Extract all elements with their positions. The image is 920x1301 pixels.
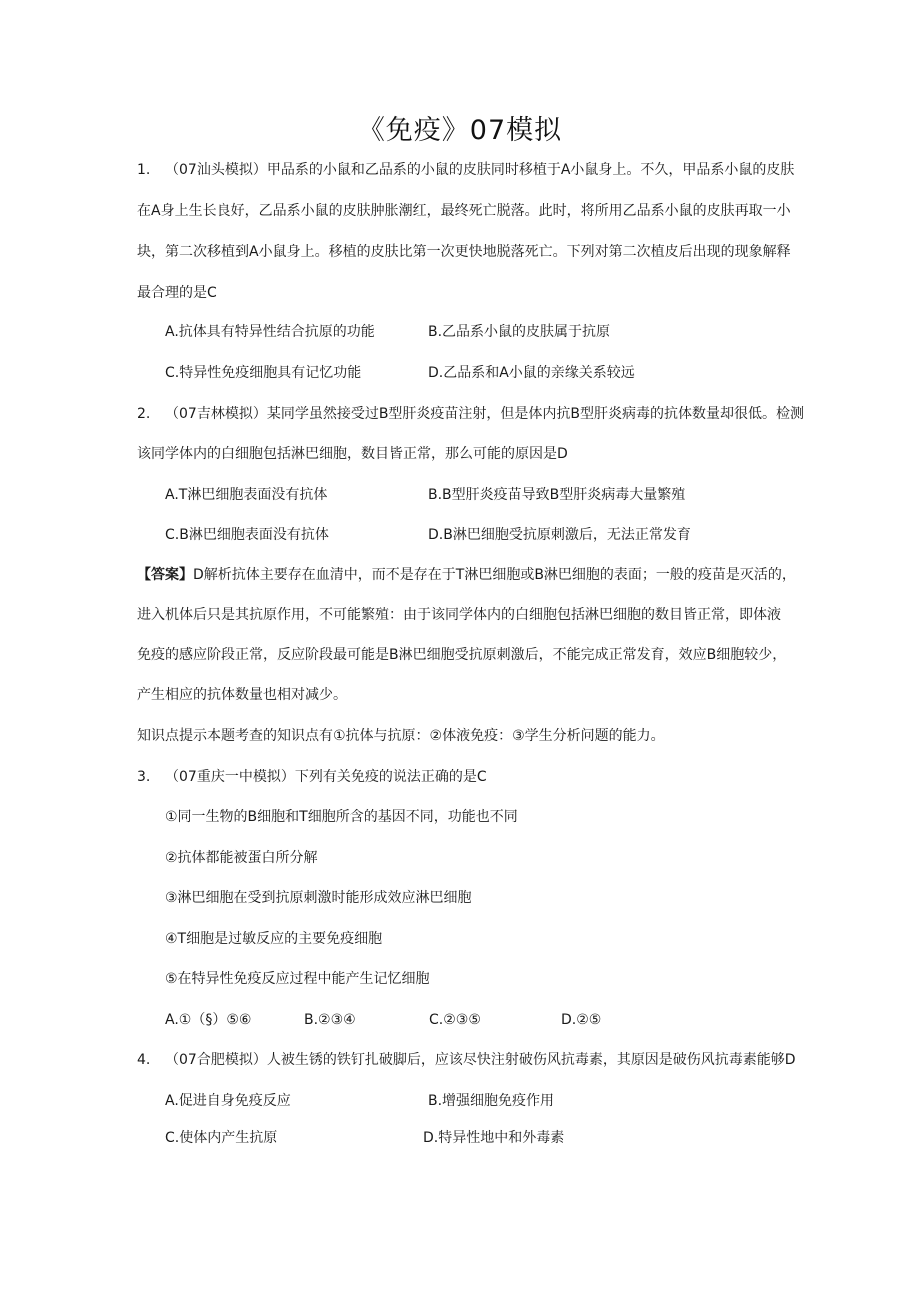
q3-option-c: C.②③⑤ [429,1012,481,1028]
q2-knowledge-tip: 知识点提示本题考查的知识点有①抗体与抗原：②体液免疫：③学生分析问题的能力。 [137,728,665,744]
q4-line-1: （07合肥模拟）人被生锈的铁钉扎破脚后，应该尽快注射破伤风抗毒素，其原因是破伤风抗毒素能够D [165,1052,796,1068]
q2-answer-line-3: 免疫的感应阶段正常，反应阶段最可能是B淋巴细胞受抗原刺激后，不能完成正常发育，效应B细胞较少， [137,647,787,663]
q3-item-4: ④T细胞是过敏反应的主要免疫细胞 [165,931,383,947]
q3-option-b: B.②③④ [304,1012,356,1028]
q3-option-a: A.①（§）⑤⑥ [165,1012,252,1028]
answer-text: D解析抗体主要存在血清中，而不是存在于T淋巴细胞或B淋巴细胞的表面；一般的疫苗是灭活的， [193,567,796,583]
q1-option-d: D.乙品系和A小鼠的亲缘关系较远 [428,365,635,381]
page-title: 《免疫》07模拟 [357,115,563,146]
q4-option-c: C.使体内产生抗原 [165,1130,278,1146]
q4-number: 4. [137,1052,151,1068]
q4-option-d: D.特异性地中和外毒素 [423,1130,565,1146]
q2-answer-line-1 [137,566,796,584]
q2-answer-line-2: 进入机体后只是其抗原作用，不可能繁殖：由于该同学体内的白细胞包括淋巴细胞的数目皆正常，即体液 [137,607,781,623]
q2-option-d: D.B淋巴细胞受抗原刺激后，无法正常发育 [428,527,691,543]
q3-item-3: ③淋巴细胞在受到抗原刺激时能形成效应淋巴细胞 [165,890,472,906]
q2-line-1: （07吉林模拟）某同学虽然接受过B型肝炎疫苗注射，但是体内抗B型肝炎病毒的抗体数量却很低。检测 [165,406,805,422]
q2-option-b: B.B型肝炎疫苗导致B型肝炎病毒大量繁殖 [428,487,686,503]
answer-label: 【答案】 [137,567,193,583]
q3-line-1: （07重庆一中模拟）下列有关免疫的说法正确的是C [165,769,487,785]
q1-line-2: 在A身上生长良好，乙品系小鼠的皮肤肿胀潮红，最终死亡脱落。此时，将所用乙品系小鼠的皮肤再取一小 [137,203,791,219]
q2-option-a: A.T淋巴细胞表面没有抗体 [165,487,328,503]
q1-line-1: （07汕头模拟）甲品系的小鼠和乙品系的小鼠的皮肤同时移植于A小鼠身上。不久，甲品系小鼠的皮肤 [165,162,795,178]
q2-option-c: C.B淋巴细胞表面没有抗体 [165,527,329,543]
q3-item-1: ①同一生物的B细胞和T细胞所含的基因不同，功能也不同 [165,809,518,825]
q3-item-2: ②抗体都能被蛋白所分解 [165,850,318,866]
q2-number: 2. [137,406,151,422]
q1-line-3: 块，第二次移植到A小鼠身上。移植的皮肤比第一次更快地脱落死亡。下列对第二次植皮后出现的现象解释 [137,244,791,260]
q2-answer-line-4: 产生相应的抗体数量也相对减少。 [137,687,347,703]
q3-item-5: ⑤在特异性免疫反应过程中能产生记忆细胞 [165,971,430,987]
q3-option-d: D.②⑤ [561,1012,602,1028]
q4-option-b: B.增强细胞免疫作用 [428,1093,555,1109]
q4-option-a: A.促进自身免疫反应 [165,1093,291,1109]
q1-number: 1. [137,162,151,178]
q3-number: 3. [137,769,151,785]
q1-line-4: 最合理的是C [137,285,217,301]
q2-line-2: 该同学体内的白细胞包括淋巴细胞，数目皆正常，那么可能的原因是D [137,446,568,462]
q1-option-c: C.特异性免疫细胞具有记忆功能 [165,365,362,381]
q1-option-a: A.抗体具有特异性结合抗原的功能 [165,324,375,340]
q1-option-b: B.乙品系小鼠的皮肤属于抗原 [428,324,611,340]
